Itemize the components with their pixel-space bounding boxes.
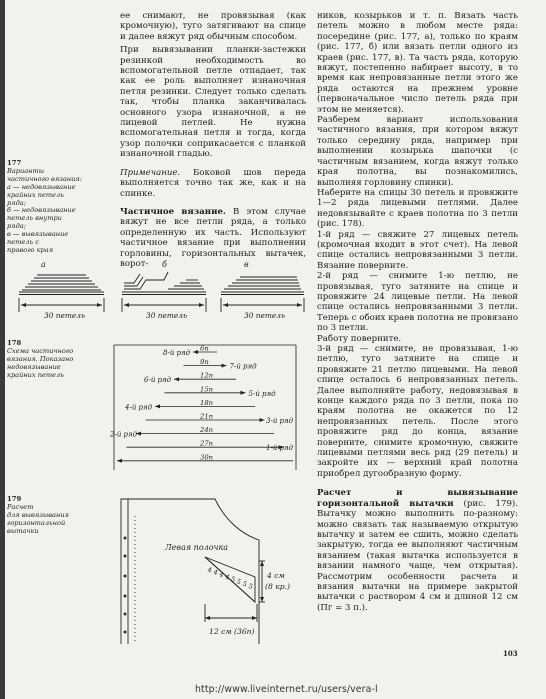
row-arrow-head: [193, 350, 198, 354]
row-label-left: 8-й ряд: [163, 349, 191, 357]
paragraph: 2-й ряд — снимите 1-ю петлю, не провязывая, туго затяните на спице и провяжите 24 лицевые петли. На левой спице остались непровязанными 3 петли. Теперь с обоих краев полотна не провязано по 3 петли.: [317, 271, 518, 334]
paragraph: Работу поверните.: [317, 333, 402, 344]
row-arrow-head: [174, 377, 179, 381]
section-dart: [317, 488, 518, 613]
caption-177: [7, 160, 82, 255]
row-arrow-head: [155, 404, 160, 408]
caption-lines: [7, 504, 69, 536]
label-c: в: [244, 260, 249, 269]
caption-line: ряда;: [7, 198, 26, 207]
caption-line: крайних петель: [7, 190, 64, 199]
caption-line: петель внутри: [7, 214, 62, 223]
figure-number: 178: [7, 339, 22, 347]
caption-line: частичного вязания:: [7, 174, 82, 183]
caption-line: для вывязывания: [7, 510, 69, 519]
paragraph: 3-й ряд — снимите, не провязывая, 1-ю петлю, туго затяните на спице и провяжите 21 петлю лицевыми. На левой спице осталось 6 непровязанных петель. Далее выполняйте работу, недовязывая в конце каждого ряда по 3 петли, пока по краям полотна не окажется по 12 непровязанных петель. После этого провяжите ряд до конца, вязание поверните, снимите кромочную, свяжите лицевыми петлями весь ряд (29 петель) и закройте их — верхний край полотна приобрел дугообразную форму.: [317, 344, 518, 479]
row-label-left: 4-й ряд: [125, 403, 153, 412]
page-number: 103: [503, 649, 518, 658]
row-arrow-head: [222, 364, 227, 368]
row-arrow-head: [260, 418, 265, 422]
caption-line: а — недовязывание: [7, 182, 76, 191]
caption-178: [7, 340, 73, 380]
row-label-right: 5-й ряд: [248, 389, 276, 398]
caption-line: Схема частичного: [7, 346, 74, 355]
dart-rows: (8 кр.): [265, 582, 290, 591]
caption-line: вязания. Показано: [7, 354, 74, 363]
width-label-c: 30 петель: [244, 311, 285, 320]
caption-line: вытачки: [7, 526, 39, 535]
watermark-url[interactable]: http://www.liveinternet.ru/users/vera-l: [195, 684, 378, 695]
figure-177: [16, 258, 306, 324]
page-gutter: [0, 0, 5, 699]
piece-title: Левая полочка: [165, 543, 229, 552]
paragraph: ее снимают, не провязывая (как кромочную), туго затягивают на спице и далее вяжут ряд обычным способом.: [120, 11, 306, 42]
section-title: Частичное вязание.: [120, 206, 226, 217]
row-label-right: 3-й ряд: [266, 417, 294, 425]
row-count-label: 12п: [200, 371, 214, 380]
label-a: а: [41, 260, 46, 269]
row-count-label: 27п: [200, 439, 214, 448]
text-column-left: [120, 11, 306, 269]
row-arrows: [109, 345, 294, 463]
label-b: б: [162, 260, 167, 269]
paragraph: ников, козырьков и т. п. Вязать часть петель можно в любом месте ряда: посередине (рис. 177, а), только по краям (рис. 177, б) или вязать петли одного из краев (рис. 177, в). Та часть ряда, которую вяжут, постепенно набирает высоту, в то время как непровязанные петли этого же ряда остаются на прежнем уровне (первоначальное число петель ряда при этом не меняется).: [317, 11, 518, 115]
paragraph: При вывязывании планки-застежки резинкой необходимость во вспомогательной петле отпадает, так как ее роль выполняет изнаночная петля резинки. Следует только сделать так, чтобы планка заканчивалась основного узора изнаночной, а не лицевой петлей. Не нужна вспомогательная петля и тогда, когда узор полочки соприкасается с планкой изнаночной гладью.: [120, 45, 306, 160]
row-label-right: 7-й ряд: [229, 362, 257, 371]
width-label-a: 30 петель: [44, 311, 85, 320]
row-count-label: 15п: [200, 385, 214, 394]
row-label-left: 2-й ряд: [110, 430, 138, 439]
row-count-label: 21п: [200, 412, 214, 421]
caption-179: [7, 496, 69, 536]
figure-179: [117, 494, 311, 646]
paragraph: 1-й ряд — свяжите 27 лицевых петель (кромочная входит в этот счет). На левой спице остались непровязанными 3 петли. Вязание поверните.: [317, 229, 518, 271]
note: [120, 168, 306, 199]
dart-length: 12 см (36п): [209, 627, 255, 636]
figure-number: 179: [7, 495, 22, 503]
section-text: В этом случае вяжут не все петли ряда, а только определенную их часть. Используют частичное вязание при выполнении горловины, горизонтальных вытачек, ворот-: [120, 206, 306, 269]
paragraph: Наберите на спицы 30 петель и провяжите 1—2 ряда лицевыми петлями. Далее недовязывайте с краев полотна по 3 петли (рис. 178).: [317, 187, 518, 230]
caption-line: Расчет: [7, 502, 34, 511]
row-count-label: 18п: [200, 398, 214, 407]
row-count-label: 24п: [200, 426, 214, 435]
caption-line: недовязывание: [7, 362, 61, 371]
row-count-label: 30п: [200, 453, 214, 462]
caption-line: Варианты: [7, 166, 45, 175]
note-label: Примечание.: [120, 167, 181, 178]
caption-lines: [7, 168, 82, 255]
figure-number: 177: [7, 159, 22, 167]
figure-178: [106, 338, 302, 474]
note-text: Боковой шов переда выполняется точно так же, как и на спинке.: [120, 167, 307, 199]
text-column-right: [317, 11, 518, 613]
dart-steps: 4 4 4 4 5 5 5 5: [206, 565, 254, 591]
row-label-left: 6-й ряд: [144, 376, 172, 385]
row-arrow-head: [241, 391, 246, 395]
caption-line: горизонтальной: [7, 518, 66, 527]
caption-line: в — вывязывание: [7, 230, 69, 239]
paragraph: Разберем вариант использования частичного вязания, при котором вяжут только середину ряда, например при выполнении козырька шапочки (с частичным вязанием, когда вяжут только края полотна, вы познакомились, выполняя горловину спинки).: [317, 115, 518, 188]
row-arrow-head: [117, 459, 122, 463]
caption-lines: [7, 348, 73, 380]
dart-height: 4 см: [267, 571, 285, 580]
section-text: (рис. 179). Вытачку можно выполнить по-разному: можно связать так называемую открытую вытачку и затем ее сшить, можно сделать закрытую, тогда ее выполняют частичным вязанием (такая вытачка используется в вязании намного чаще, чем открытая). Рассмотрим особенности расчета и вязания вытачки на примере закрытой вытачки с раствором 4 см и длиной 12 см (Пг = 3 п.).: [317, 498, 518, 613]
section-title: Расчет и вывязывание горизонтальной вытачки: [317, 488, 518, 509]
caption-line: петель с: [7, 238, 39, 247]
row-count-label: 9п: [200, 358, 209, 367]
row-label-right: 1-й ряд: [266, 444, 294, 453]
caption-line: правого края: [7, 245, 54, 254]
row-count-label: 6п: [200, 344, 209, 353]
width-label-b: 30 петель: [146, 311, 187, 320]
caption-line: крайних петель: [7, 370, 64, 379]
caption-line: ряда;: [7, 222, 26, 231]
caption-line: б — недовязывание: [7, 206, 76, 215]
